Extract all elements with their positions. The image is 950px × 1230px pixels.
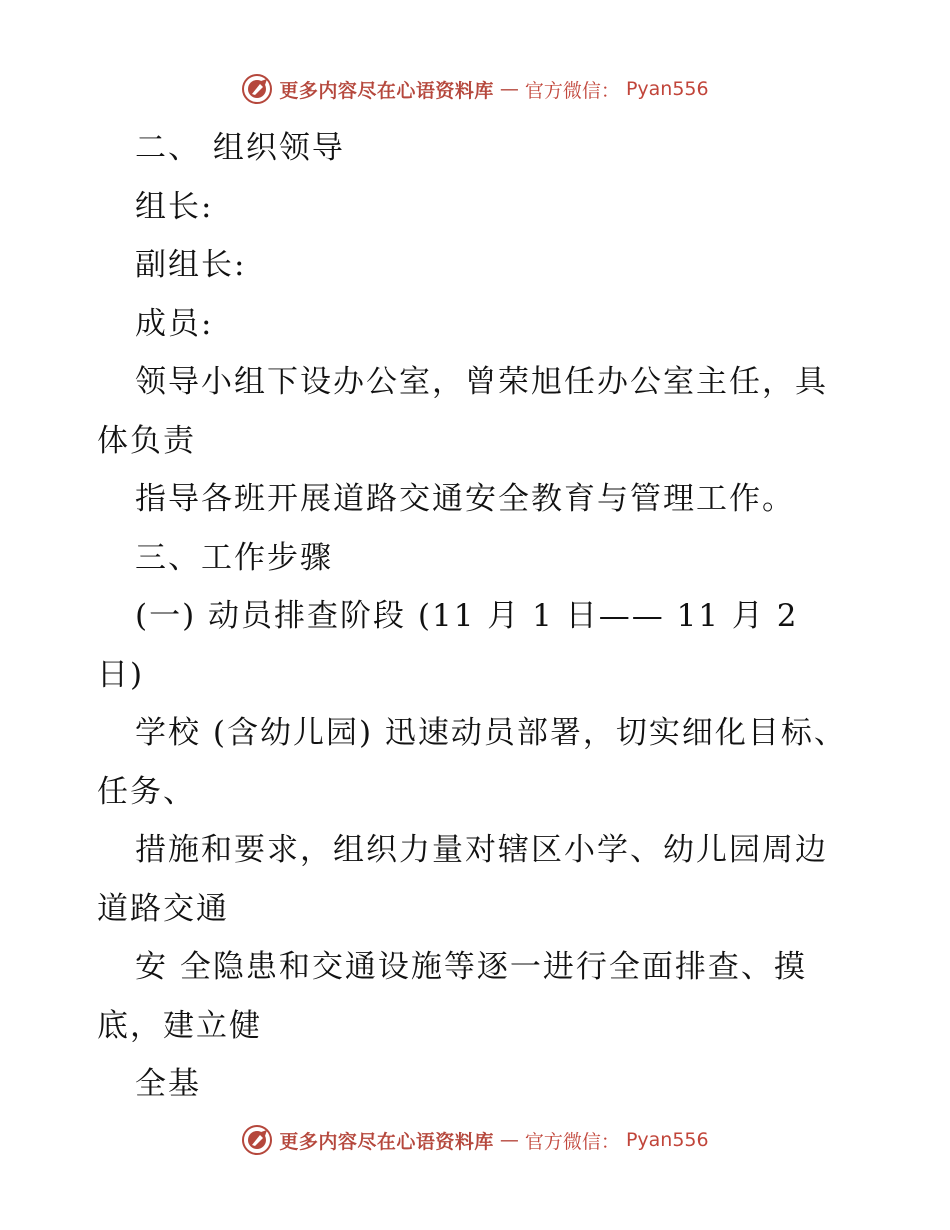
text-line: 底，建立健 bbox=[97, 1007, 262, 1044]
watermark-separator: — bbox=[499, 1129, 519, 1151]
watermark-sub-text: 官方微信： bbox=[524, 1130, 620, 1153]
document-body bbox=[97, 123, 857, 1118]
text-line: 日) bbox=[97, 656, 145, 693]
text-line: 任务、 bbox=[97, 773, 196, 810]
text-line: 成员: bbox=[135, 305, 214, 342]
pen-nib-logo-icon bbox=[241, 1124, 273, 1156]
text-line: 体负责 bbox=[97, 422, 196, 459]
watermark-main-text: 更多内容尽在心语资料库 bbox=[279, 79, 494, 102]
text-line: 组长: bbox=[135, 188, 214, 225]
footer-watermark bbox=[0, 1123, 950, 1157]
header-watermark bbox=[0, 72, 950, 106]
text-line: (一) 动员排查阶段 (11 月 1 日—— 11 月 2 bbox=[135, 598, 799, 634]
text-line: 措施和要求，组织力量对辖区小学、幼儿园周边 bbox=[135, 832, 828, 868]
watermark-wechat-id: Pyan556 bbox=[625, 78, 709, 100]
text-line: 副组长: bbox=[135, 247, 247, 283]
section-heading: 二、 组织领导 bbox=[135, 130, 345, 166]
text-line: 全基 bbox=[135, 1066, 201, 1102]
watermark-wechat-id: Pyan556 bbox=[625, 1129, 709, 1151]
pen-nib-logo-icon bbox=[241, 73, 273, 105]
watermark-main-text: 更多内容尽在心语资料库 bbox=[279, 1130, 494, 1153]
watermark-separator: — bbox=[499, 78, 519, 100]
text-line: 学校 (含幼儿园) 迅速动员部署，切实细化目标、 bbox=[135, 715, 847, 751]
section-heading: 三、工作步骤 bbox=[135, 539, 333, 576]
text-line: 道路交通 bbox=[97, 890, 229, 927]
text-line: 领导小组下设办公室，曾荣旭任办公室主任，具 bbox=[135, 364, 828, 400]
watermark-sub-text: 官方微信： bbox=[524, 79, 620, 102]
text-line: 安 全隐患和交通设施等逐一进行全面排查、摸 bbox=[135, 949, 807, 985]
text-line: 指导各班开展道路交通安全教育与管理工作。 bbox=[135, 481, 795, 517]
